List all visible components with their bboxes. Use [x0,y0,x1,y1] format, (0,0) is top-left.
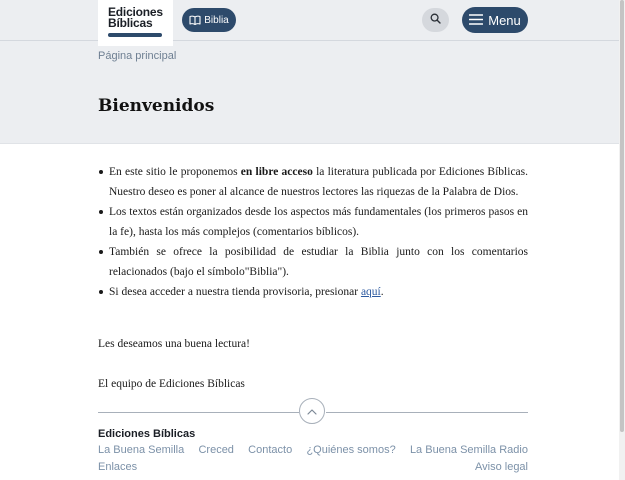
list-item [109,202,528,242]
scrollbar-thumb[interactable] [620,0,624,432]
logo-bar [108,33,162,37]
scrollbar-track[interactable] [619,0,625,480]
intro-list [98,162,528,302]
search-icon [430,11,441,29]
chevron-up-icon [307,402,317,420]
scroll-top-button[interactable] [299,398,325,424]
text-span: . [380,286,384,298]
list-item [109,282,528,302]
footer-divider-left [98,412,299,413]
team-signature: El equipo de Ediciones Bíblicas [98,378,245,390]
logo-line-2: Bíblicas [108,16,153,30]
page-title: Bienvenidos [98,96,215,116]
bold-text: en libre acceso [240,166,313,178]
hamburger-icon [469,13,483,28]
site-logo[interactable] [98,0,173,46]
site-header [0,0,625,41]
list-item [109,162,528,202]
bible-button[interactable] [182,8,236,32]
breadcrumb[interactable]: Página principal [98,50,177,62]
text-span: la literatura publicada por Ediciones Bíblicas. Nuestro deseo es poner al alcance de nuestros lectores las riquezas de la Palabra de Dios. [109,166,528,198]
logo-text [108,7,163,29]
footer-divider-right [326,412,528,413]
page-hero [0,41,625,144]
main-content [98,162,528,390]
text-span: Si desea acceder a nuestra tienda provisoria, presionar [109,286,361,298]
bible-button-label: Biblia [204,14,229,26]
text-span: También se ofrece la posibilidad de estudiar la Biblia junto con los comentarios relacionados (bajo el símbolo"Biblia"). [109,246,528,278]
footer-link-creced[interactable]: Creced [198,444,234,456]
text-span: Los textos están organizados desde los aspectos más fundamentales (los primeros pasos en la fe), hasta los más complejos (comentarios bíblicos). [109,206,528,238]
book-icon [189,15,201,25]
text-span: En este sitio le proponemos [109,166,241,178]
search-button[interactable] [422,8,449,32]
footer-link-buena-semilla[interactable]: La Buena Semilla [98,444,185,456]
store-link[interactable]: aquí [360,286,381,298]
logo-line-1: Ediciones [108,5,163,19]
footer-link-quienes-somos[interactable]: ¿Quiénes somos? [306,444,396,456]
closing-wish: Les deseamos una buena lectura! [98,338,250,350]
footer-links [98,444,528,456]
footer-link-radio[interactable]: La Buena Semilla Radio [409,444,528,456]
footer-link-contacto[interactable]: Contacto [248,444,293,456]
menu-button-label: Menu [488,12,521,28]
menu-button[interactable] [462,7,528,33]
footer-link-aviso-legal[interactable]: Aviso legal [475,461,528,473]
footer-link-enlaces[interactable]: Enlaces [98,461,138,473]
list-item [109,242,528,282]
footer-brand: Ediciones Bíblicas [98,428,196,440]
